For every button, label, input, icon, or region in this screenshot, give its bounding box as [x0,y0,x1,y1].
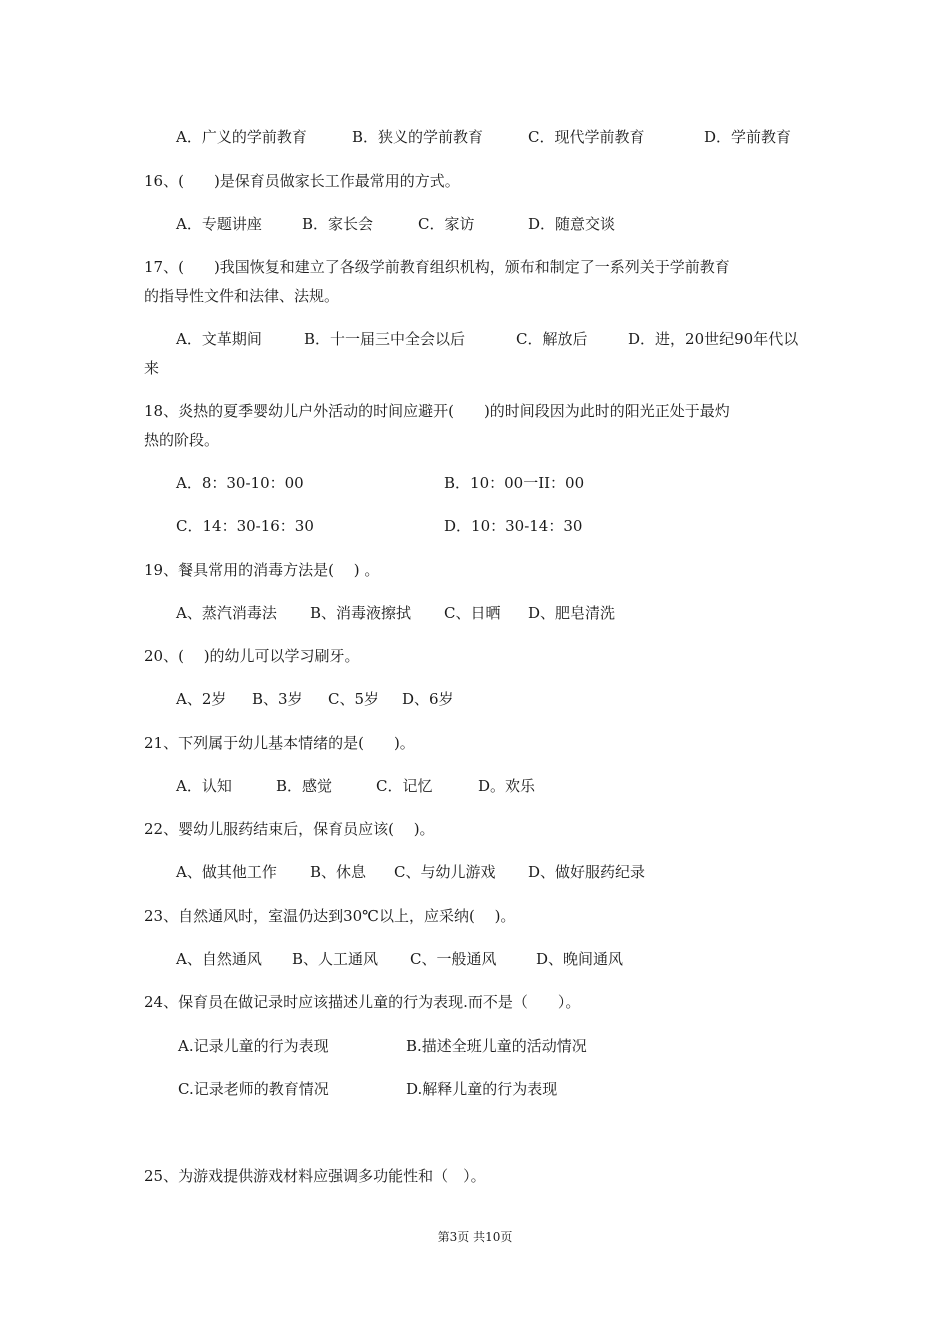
q18-option-d: D．10：30-14：30 [444,517,583,535]
q17-text-line1: 17、( )我国恢复和建立了各级学前教育组织机构，颁布和制定了一系列关于学前教育 [144,258,730,276]
q20-option-b: B、3岁 [252,690,303,708]
q22-option-c: C、与幼儿游戏 [394,863,496,881]
q20-option-d: D、6岁 [402,690,454,708]
q22-text: 22、婴幼儿服药结束后，保育员应该( )。 [144,820,435,838]
q23-option-a: A、自然通风 [176,950,262,968]
q16-option-c: C．家访 [418,215,475,233]
q20-text: 20、( )的幼儿可以学习刷牙。 [144,647,360,665]
q17-option-d: D．进，20世纪90年代以 [628,330,799,348]
q19-option-a: A、蒸汽消毒法 [176,604,277,622]
q23-option-d: D、晚间通风 [536,950,624,968]
q25-text: 25、为游戏提供游戏材料应强调多功能性和（ ）。 [144,1167,486,1185]
q17-option-c: C．解放后 [516,330,588,348]
q23-option-c: C、一般通风 [410,950,497,968]
q23-option-b: B、人工通风 [292,950,379,968]
q19-option-b: B、消毒液擦拭 [310,604,412,622]
q15-option-d: D．学前教育 [704,128,792,146]
q16-text: 16、( )是保育员做家长工作最常用的方式。 [144,172,460,190]
q15-option-c: C．现代学前教育 [528,128,645,146]
q24-option-c: C.记录老师的教育情况 [178,1080,329,1098]
q16-option-d: D．随意交谈 [528,215,616,233]
q17-text-line2: 的指导性文件和法律、法规。 [144,287,340,305]
q18-option-a: A．8：30-10：00 [176,474,304,492]
q24-text: 24、保育员在做记录时应该描述儿童的行为表现.而不是（ ）。 [144,993,581,1011]
q16-option-b: B．家长会 [302,215,374,233]
q24-option-b: B.描述全班儿童的活动情况 [406,1037,587,1055]
q22-option-b: B、休息 [310,863,367,881]
q24-option-d: D.解释儿童的行为表现 [406,1080,558,1098]
q20-option-a: A、2岁 [176,690,227,708]
q18-text-line1: 18、炎热的夏季婴幼儿户外活动的时间应避开( )的时间段因为此时的阳光正处于最灼 [144,402,730,420]
q18-option-c: C．14：30-16：30 [176,517,314,535]
q17-option-a: A．文革期间 [176,330,262,348]
q19-option-c: C、日晒 [444,604,501,622]
q21-option-d: D。欢乐 [478,777,536,795]
q16-option-a: A．专题讲座 [176,215,262,233]
page-footer: 第3页 共10页 [437,1230,513,1244]
q21-text: 21、下列属于幼儿基本情绪的是( )。 [144,734,415,752]
q15-option-b: B．狭义的学前教育 [352,128,484,146]
q21-option-a: A．认知 [176,777,232,795]
q17-option-wrap: 来 [144,359,160,377]
q15-options [176,127,307,147]
q19-text: 19、餐具常用的消毒方法是( ) 。 [144,561,380,579]
q19-option-d: D、肥皂清洗 [528,604,616,622]
q22-option-a: A、做其他工作 [176,863,277,881]
q18-option-b: B．10：00一II：00 [444,474,585,492]
q22-option-d: D、做好服药纪录 [528,863,646,881]
q21-option-c: C．记忆 [376,777,433,795]
q17-option-b: B．十一届三中全会以后 [304,330,466,348]
q20-option-c: C、5岁 [328,690,380,708]
q23-text: 23、自然通风时，室温仍达到30℃以上，应采纳( )。 [144,907,516,925]
q18-text-line2: 热的阶段。 [144,431,220,449]
q21-option-b: B．感觉 [276,777,333,795]
q15-option-a: A．广义的学前教育 [176,128,307,146]
q24-option-a: A.记录儿童的行为表现 [178,1037,329,1055]
